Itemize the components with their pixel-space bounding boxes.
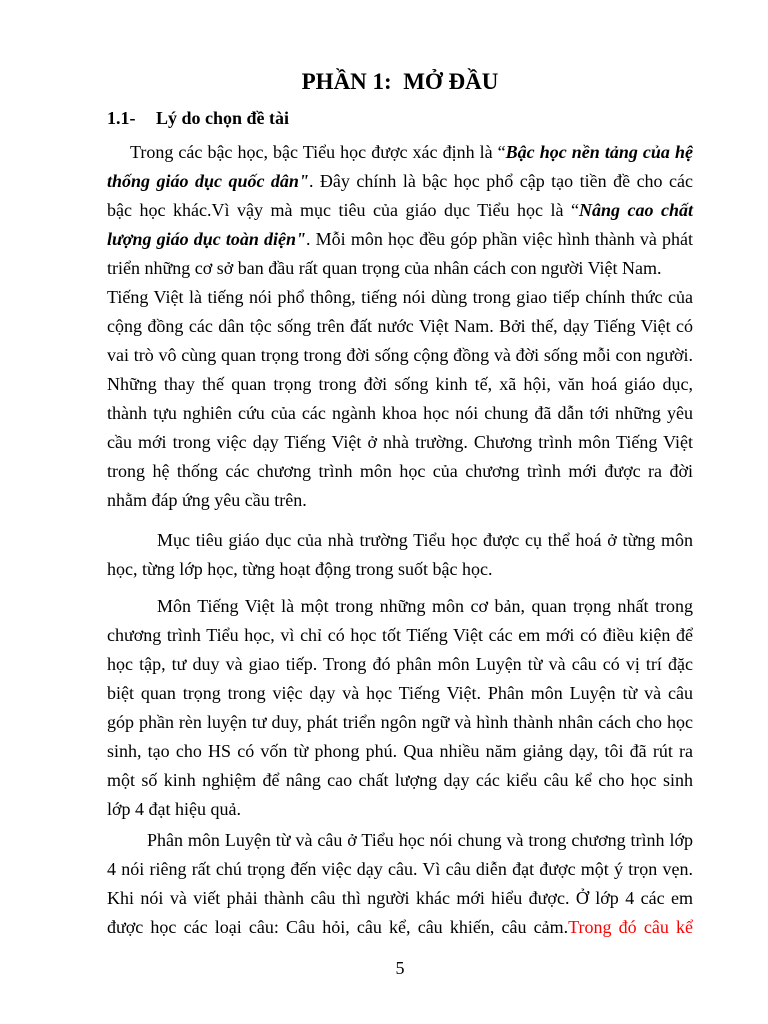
text-line: Môn Tiếng Việt là một trong những môn cơ bản, quan trọng nhất trong <box>157 595 693 616</box>
text-line: Khi nói và viết phải thành câu thì người khác mới hiểu được. Ở lớp 4 các em <box>107 887 693 908</box>
text-run: được học các loại câu: Câu hỏi, câu kể, câu khiến, câu cảm. <box>107 916 569 937</box>
body-paragraph <box>107 826 693 942</box>
text-line: học, từng lớp học, từng hoạt động trong suốt bậc học. <box>107 558 493 579</box>
body-paragraph <box>107 592 693 824</box>
text-line: biệt quan trọng trong việc dạy và học Tiếng Việt. Phân môn Luyện từ và câu <box>107 682 693 703</box>
text-line: Mục tiêu giáo dục của nhà trường Tiểu học được cụ thể hoá ở từng môn <box>157 529 693 550</box>
text-line <box>107 196 693 225</box>
text-line: 4 nói riêng rất chú trọng đến việc dạy câu. Vì câu diễn đạt được một ý trọn vẹn. <box>107 858 693 879</box>
highlighted-text: Trong đó câu kể <box>568 916 693 937</box>
text-run: bậc học khác.Vì vậy mà mục tiêu của giáo dục Tiểu học là “ <box>107 199 579 220</box>
section-number: 1.1- <box>107 108 136 128</box>
text-line: Tiếng Việt là tiếng nói phổ thông, tiếng nói dùng trong giao tiếp chính thức của <box>107 286 693 307</box>
text-line: học tập, tư duy và giao tiếp. Trong đó phân môn Luyện từ và câu có vị trí đặc <box>107 653 693 674</box>
text-line: góp phần rèn luyện tư duy, phát triển ngôn ngữ và hình thành nhân cách cho học <box>107 711 693 732</box>
section-heading <box>107 106 289 130</box>
body-text <box>107 138 693 942</box>
text-line: cầu mới trong việc dạy Tiếng Việt ở nhà trường. Chương trình môn Tiếng Việt <box>107 431 693 452</box>
body-paragraph <box>107 526 693 584</box>
text-line: chương trình Tiểu học, vì chỉ có học tốt Tiếng Việt các em mới có điều kiện để <box>107 624 693 645</box>
text-line: lớp 4 đạt hiệu quả. <box>107 798 241 819</box>
emphasis-text: thống giáo dục quốc dân" <box>107 170 309 191</box>
text-line: thành tựu nghiên cứu của các ngành khoa học nói chung đã dẫn tới những yêu <box>107 402 693 423</box>
text-line <box>107 913 693 942</box>
text-line: nhằm đáp ứng yêu cầu trên. <box>107 489 307 510</box>
text-run: . Đây chính là bậc học phổ cập tạo tiền đề cho các <box>308 170 693 191</box>
text-line <box>107 138 693 167</box>
emphasis-text: Bậc học nền tảng của hệ <box>505 141 693 162</box>
body-paragraph <box>107 138 693 283</box>
page-number: 5 <box>395 958 405 978</box>
text-line: triển những cơ sở ban đầu rất quan trọng của nhân cách con người Việt Nam. <box>107 257 662 278</box>
text-run: . Mỗi môn học đều góp phần việc hình thành và phát <box>306 228 693 249</box>
emphasis-text: lượng giáo dục toàn diện" <box>107 228 307 249</box>
text-line: một số kinh nghiệm để nâng cao chất lượng dạy các kiểu câu kể cho học sinh <box>107 769 693 790</box>
chapter-title: PHẦN 1: MỞ ĐẦU <box>301 69 499 94</box>
emphasis-text: Nâng cao chất <box>578 199 694 220</box>
text-line: cộng đồng các dân tộc sống trên đất nước Việt Nam. Bởi thế, dạy Tiếng Việt có <box>107 315 693 336</box>
section-title: Lý do chọn đề tài <box>156 108 290 128</box>
text-line: Phân môn Luyện từ và câu ở Tiểu học nói chung và trong chương trình lớp <box>147 829 693 850</box>
text-line: sinh, tạo cho HS có vốn từ phong phú. Qua nhiều năm giảng dạy, tôi đã rút ra <box>107 740 693 761</box>
text-line: trong hệ thống các chương trình môn học của chương trình mới được ra đời <box>107 460 693 481</box>
body-paragraph <box>107 283 693 515</box>
text-line: Những thay thế quan trọng trong đời sống kinh tế, xã hội, văn hoá giáo dục, <box>107 373 693 394</box>
text-line <box>107 225 693 254</box>
text-line: vai trò vô cùng quan trọng trong đời sống cộng đồng và đời sống mỗi con người. <box>107 344 693 365</box>
text-run: Trong các bậc học, bậc Tiểu học được xác định là “ <box>130 141 506 162</box>
text-line <box>107 167 693 196</box>
